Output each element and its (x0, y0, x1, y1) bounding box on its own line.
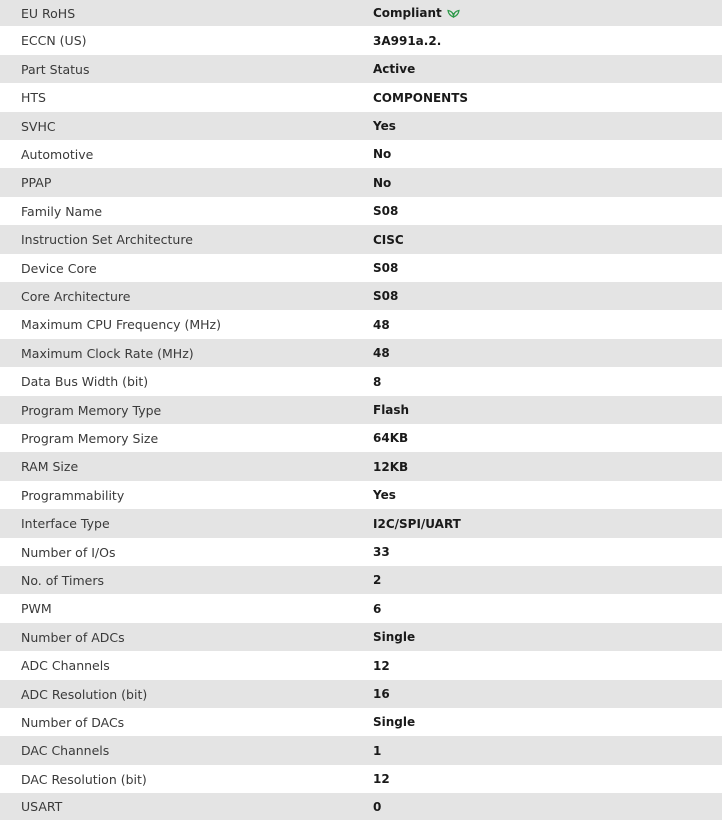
spec-row (0, 481, 722, 509)
spec-value-cell (373, 481, 722, 509)
spec-row (0, 197, 722, 225)
spec-value: 16 (373, 687, 390, 701)
spec-value-cell (373, 680, 722, 708)
spec-value: Flash (373, 403, 410, 417)
spec-value-cell (373, 396, 722, 424)
spec-label: Device Core (0, 254, 373, 282)
spec-row (0, 651, 722, 680)
spec-value: 8 (373, 374, 382, 389)
spec-value: 6 (373, 601, 382, 616)
spec-row (0, 708, 722, 736)
spec-label: HTS (0, 83, 373, 112)
spec-value-cell (373, 765, 722, 793)
leaf-icon (447, 7, 460, 18)
spec-value-cell (373, 254, 722, 282)
spec-value-cell (373, 225, 722, 254)
spec-value: 2 (373, 573, 382, 587)
spec-value-cell (373, 367, 722, 396)
spec-value-cell (373, 197, 722, 225)
spec-row (0, 83, 722, 112)
spec-value: 12 (373, 772, 390, 786)
spec-value: CISC (373, 232, 404, 247)
spec-row (0, 254, 722, 282)
spec-value: No (373, 147, 392, 161)
spec-label: PWM (0, 594, 373, 623)
spec-row (0, 765, 722, 793)
spec-label: Instruction Set Architecture (0, 225, 373, 254)
spec-value-cell (373, 538, 722, 566)
spec-value-cell (373, 112, 722, 140)
spec-row (0, 566, 722, 594)
spec-label: Programmability (0, 481, 373, 509)
spec-row (0, 594, 722, 623)
spec-label: ECCN (US) (0, 26, 373, 55)
spec-value: I2C/SPI/UART (373, 516, 461, 531)
spec-value: S08 (373, 204, 399, 218)
spec-label: Automotive (0, 140, 373, 168)
spec-row (0, 424, 722, 452)
spec-value-cell (373, 168, 722, 197)
spec-label: Program Memory Type (0, 396, 373, 424)
spec-row (0, 793, 722, 820)
spec-row (0, 225, 722, 254)
spec-value-cell (373, 623, 722, 651)
spec-value: No (373, 175, 392, 190)
spec-label: Interface Type (0, 509, 373, 538)
spec-value-cell (373, 0, 722, 26)
spec-value-cell (373, 424, 722, 452)
spec-row (0, 0, 722, 26)
spec-label: Number of DACs (0, 708, 373, 736)
spec-label: SVHC (0, 112, 373, 140)
spec-value: Active (373, 62, 416, 76)
spec-row (0, 509, 722, 538)
spec-value: 1 (373, 743, 382, 758)
spec-label: Data Bus Width (bit) (0, 367, 373, 396)
spec-value-cell (373, 140, 722, 168)
spec-value: COMPONENTS (373, 90, 469, 105)
spec-value-cell (373, 708, 722, 736)
spec-row (0, 680, 722, 708)
spec-value: 48 (373, 317, 390, 332)
spec-label: RAM Size (0, 452, 373, 481)
spec-label: No. of Timers (0, 566, 373, 594)
spec-row (0, 55, 722, 83)
spec-value: Yes (373, 119, 396, 133)
spec-label: DAC Channels (0, 736, 373, 765)
spec-value: 64KB (373, 431, 409, 445)
spec-value: 12 (373, 658, 390, 673)
spec-value-cell (373, 26, 722, 55)
spec-label: EU RoHS (0, 0, 373, 26)
spec-value-cell (373, 793, 722, 820)
spec-value: 3A991a.2. (373, 33, 442, 48)
spec-value-cell (373, 339, 722, 367)
spec-value-cell (373, 566, 722, 594)
spec-label: Maximum Clock Rate (MHz) (0, 339, 373, 367)
spec-value-cell (373, 736, 722, 765)
spec-value: S08 (373, 261, 399, 275)
spec-value: Yes (373, 488, 396, 502)
spec-value: 33 (373, 545, 390, 559)
spec-label: PPAP (0, 168, 373, 197)
spec-value: S08 (373, 289, 399, 303)
spec-label: ADC Channels (0, 651, 373, 680)
spec-label: Core Architecture (0, 282, 373, 310)
spec-row (0, 339, 722, 367)
spec-value: 48 (373, 346, 390, 360)
spec-label: DAC Resolution (bit) (0, 765, 373, 793)
spec-label: Number of I/Os (0, 538, 373, 566)
spec-value-cell (373, 83, 722, 112)
spec-label: Number of ADCs (0, 623, 373, 651)
spec-value: Single (373, 630, 416, 644)
spec-row (0, 282, 722, 310)
spec-label: Part Status (0, 55, 373, 83)
spec-row (0, 168, 722, 197)
spec-label: USART (0, 793, 373, 820)
spec-row (0, 452, 722, 481)
spec-value-cell (373, 310, 722, 339)
spec-label: Program Memory Size (0, 424, 373, 452)
spec-row (0, 623, 722, 651)
spec-value: Single (373, 715, 416, 729)
spec-value: 0 (373, 799, 382, 814)
spec-value-cell (373, 282, 722, 310)
spec-row (0, 26, 722, 55)
spec-row (0, 396, 722, 424)
spec-label: Family Name (0, 197, 373, 225)
spec-row (0, 140, 722, 168)
spec-label: Maximum CPU Frequency (MHz) (0, 310, 373, 339)
spec-label: ADC Resolution (bit) (0, 680, 373, 708)
spec-row (0, 112, 722, 140)
spec-row (0, 538, 722, 566)
spec-value-cell (373, 452, 722, 481)
spec-value-cell (373, 594, 722, 623)
spec-row (0, 736, 722, 765)
spec-value-cell (373, 509, 722, 538)
spec-value-cell (373, 55, 722, 83)
spec-value-cell (373, 651, 722, 680)
spec-row (0, 367, 722, 396)
spec-value: Compliant (373, 6, 442, 20)
spec-row (0, 310, 722, 339)
spec-value: 12KB (373, 459, 409, 474)
